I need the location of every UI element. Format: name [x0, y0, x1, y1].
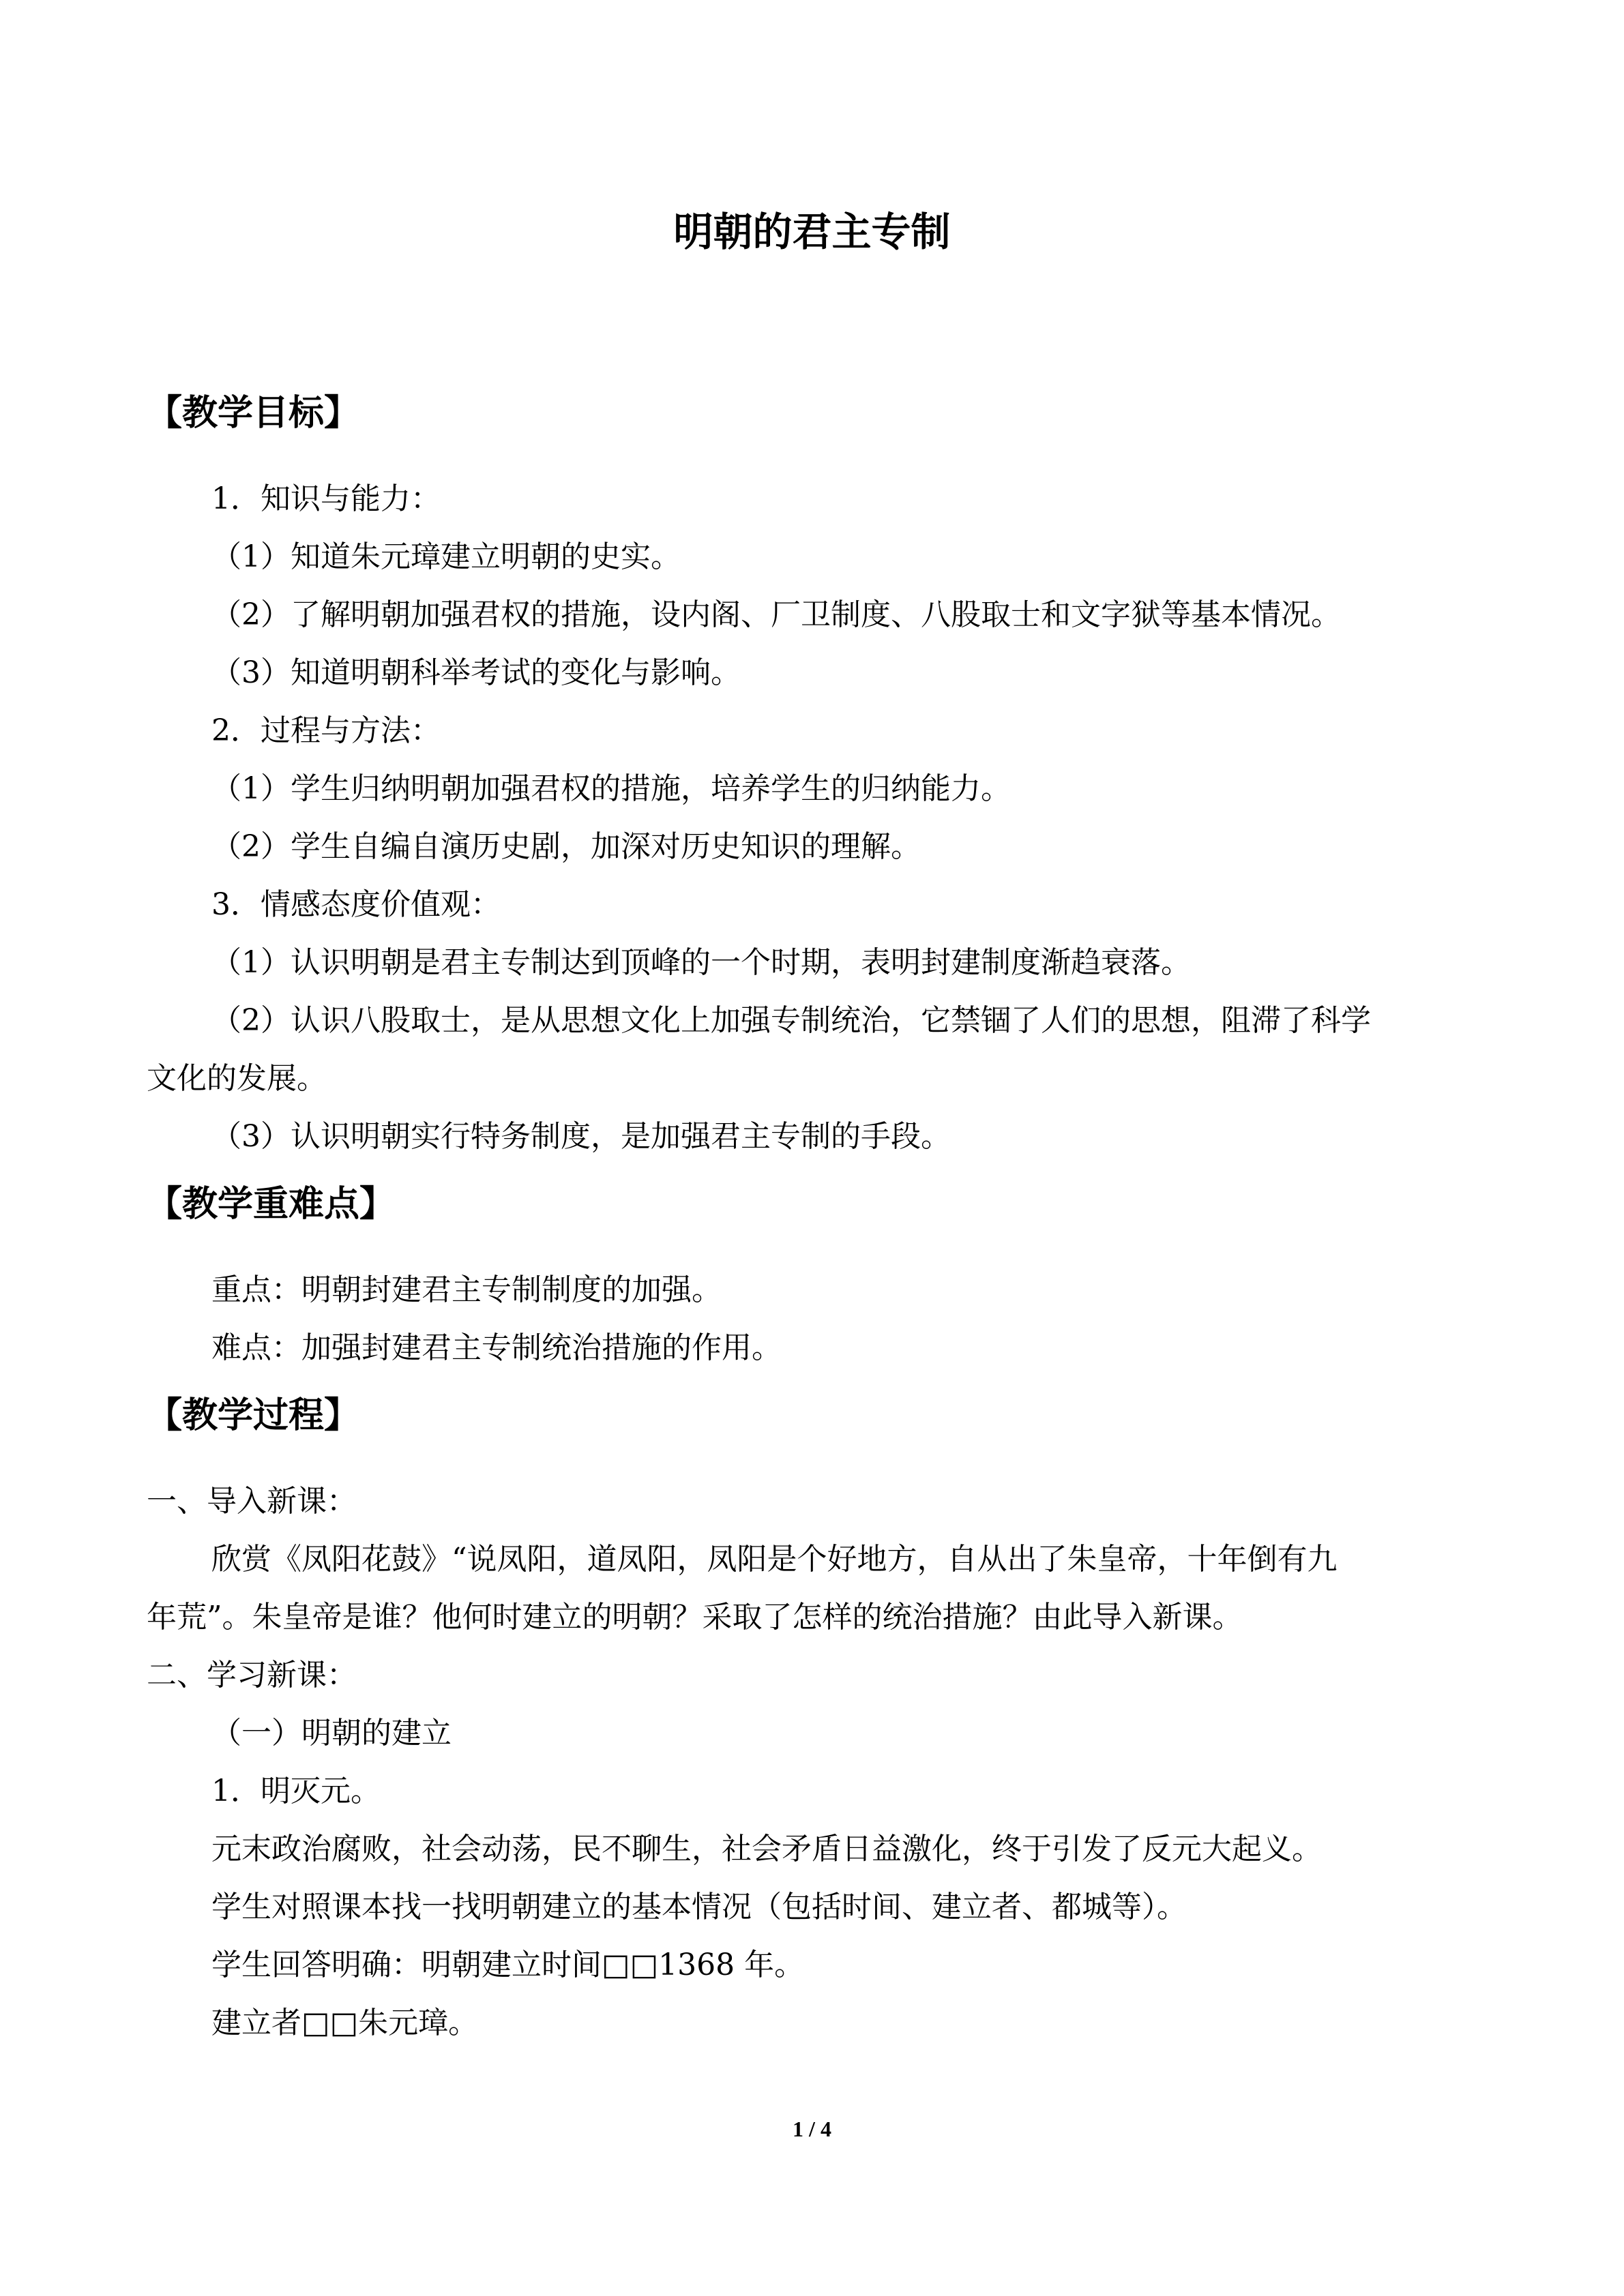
page-number: 1 / 4 [793, 2117, 831, 2141]
learn-title: 二、学习新课： [147, 1658, 357, 1693]
goals-k2: 2．过程与方法： [211, 713, 441, 748]
page-title: 明朝的君主专制 [673, 209, 951, 255]
intro-title: 一、导入新课： [147, 1484, 357, 1519]
p4: 建立者□□朱元璋。 [211, 2006, 479, 2040]
process-heading: 【教学过程】 [147, 1395, 360, 1436]
item1: 1．明灭元。 [211, 1774, 381, 1808]
intro-b: 年荒”。朱皇帝是谁？他何时建立的明朝？采取了怎样的统治措施？由此导入新课。 [147, 1600, 1243, 1635]
goals-heading: 【教学目标】 [147, 393, 360, 434]
goals-k3: 3．情感态度价值观： [211, 887, 501, 922]
goals-k2-2: （2）学生自编自演历史剧，加深对历史知识的理解。 [211, 829, 921, 864]
goals-k3-1: （1）认识明朝是君主专制达到顶峰的一个时期，表明封建制度渐趋衰落。 [211, 945, 1191, 980]
goals-k3-2b: 文化的发展。 [147, 1061, 327, 1096]
intro-a: 欣赏《凤阳花鼓》“说凤阳，道凤阳，凤阳是个好地方，自从出了朱皇帝，十年倒有九 [211, 1542, 1338, 1577]
sub1: （一）明朝的建立 [211, 1716, 452, 1750]
key-heading: 【教学重难点】 [147, 1184, 396, 1225]
key-difficulty: 难点：加强封建君主专制统治措施的作用。 [211, 1330, 782, 1365]
goals-k1-3: （3）知道明朝科举考试的变化与影响。 [211, 655, 741, 690]
p1: 元末政治腐败，社会动荡，民不聊生，社会矛盾日益激化，终于引发了反元大起义。 [211, 1832, 1322, 1866]
p2: 学生对照课本找一找明朝建立的基本情况（包括时间、建立者、都城等）。 [211, 1890, 1187, 1924]
key-focus: 重点：明朝封建君主专制制度的加强。 [211, 1272, 722, 1307]
p3: 学生回答明确：明朝建立时间□□1368 年。 [211, 1948, 805, 1982]
goals-k1: 1．知识与能力： [211, 481, 441, 516]
goals-k3-3: （3）认识明朝实行特务制度，是加强君主专制的手段。 [211, 1119, 951, 1154]
goals-k3-2a: （2）认识八股取士，是从思想文化上加强专制统治，它禁锢了人们的思想，阻滞了科学 [211, 1003, 1371, 1038]
goals-k1-2: （2）了解明朝加强君权的措施，设内阁、厂卫制度、八股取士和文字狱等基本情况。 [211, 597, 1341, 632]
goals-k1-1: （1）知道朱元璋建立明朝的史实。 [211, 539, 681, 574]
goals-k2-1: （1）学生归纳明朝加强君权的措施，培养学生的归纳能力。 [211, 771, 1011, 806]
